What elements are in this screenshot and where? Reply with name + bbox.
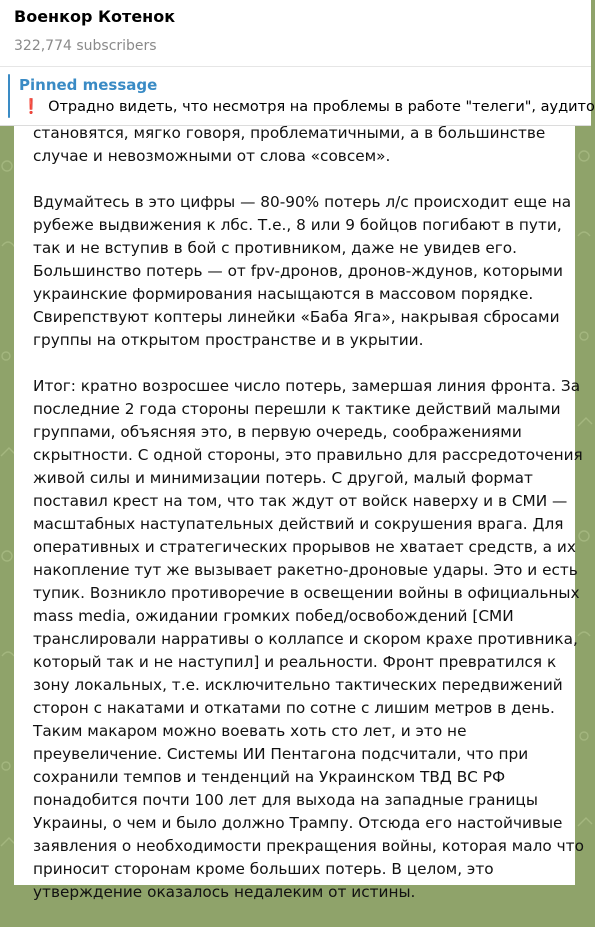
message-line: транслировали нарративы о коллапсе и скором крахе противника, [33, 630, 578, 648]
message-paragraph [33, 191, 572, 352]
message-line: mass media, ожидании громких побед/освобождений [СМИ [33, 607, 514, 625]
message-line: сохранили темпов и тенденций на Украинском ТВД ВС РФ [33, 768, 506, 786]
message-line: накопление тут же вызывает ракетно-дроновые удары. Это и есть [33, 561, 578, 579]
message-line: так и не вступив в бой с противником, даже не увидев его. [33, 239, 517, 257]
message-line: который так и не наступил] и реальности. Фронт превратился к [33, 653, 557, 671]
message-line: последние 2 года стороны перешли к тактике действий малыми [33, 400, 561, 418]
message-line: скрытности. С одной стороны, это правильно для рассредоточения [33, 446, 583, 464]
message-line: поставил крест на том, что так ждут от войск наверху и в СМИ — [33, 492, 568, 510]
pinned-message-preview [22, 98, 595, 116]
message-line: случае и невозможными от слова «совсем». [33, 147, 391, 165]
message-line: Свирепствуют коптеры линейки «Баба Яга», накрывая сбросами [33, 308, 560, 326]
pinned-message-text: Отрадно видеть, что несмотря на проблемы в работе "телеги", аудито [48, 99, 595, 115]
message-line: Таким макаром можно воевать хоть сто лет, и это не [33, 722, 467, 740]
message-line: украинские формирования насыщаются в массовом порядке. [33, 285, 534, 303]
message-line: рубеже выдвижения к лбс. Т.е., 8 или 9 бойцов погибают в пути, [33, 216, 562, 234]
message-line: понадобится почти 100 лет для выхода на западные границы [33, 791, 538, 809]
message-line: живой силы и минимизации потерь. С другой, малый формат [33, 469, 533, 487]
chat-header[interactable] [0, 0, 591, 66]
message-text [14, 122, 584, 927]
channel-title[interactable]: Военкор Котенок [14, 7, 176, 26]
message-line: тупик. Возникло противоречие в освещении войны в официальных [33, 584, 580, 602]
message-line: преувеличение. Системы ИИ Пентагона подсчитали, что при [33, 745, 529, 763]
message-line: Итог: кратно возросшее число потерь, замершая линия фронта. За [33, 377, 581, 395]
message-line: становятся, мягко говоря, проблематичными, а в большинстве [33, 124, 546, 142]
red-exclamation-icon: ❗ [22, 99, 41, 115]
message-line: заявления о необходимости прекращения войны, которая мало что [33, 837, 584, 855]
message-paragraph [33, 122, 569, 168]
message-line: Большинство потерь — от fpv-дронов, дронов-ждунов, которыми [33, 262, 563, 280]
pinned-accent-bar [8, 74, 10, 118]
pinned-message-bar[interactable] [0, 66, 595, 126]
message-line: зону локальных, т.е. исключительно тактических передвижений [33, 676, 563, 694]
pinned-message-title: Pinned message [19, 76, 158, 94]
subscriber-count: 322,774 subscribers [14, 38, 157, 54]
message-line: Украины, о чем и было должно Трампу. Отсюда его настойчивые [33, 814, 563, 832]
message-line: оперативных и стратегических прорывов не хватает средств, а их [33, 538, 576, 556]
message-paragraph [33, 375, 584, 904]
message-line: сторон с накатами и откатами по сотне с лишим метров в день. [33, 699, 555, 717]
message-line: группами, объясняя это, в первую очередь, соображениями [33, 423, 522, 441]
message-line: группы на открытом пространстве и в укрытии. [33, 331, 424, 349]
message-line: масштабных наступательных действий и сокрушения врага. Для [33, 515, 564, 533]
message-line: Вдумайтесь в это цифры — 80-90% потерь л/с происходит еще на [33, 193, 572, 211]
message-line: приносит сторонам кроме больших потерь. В целом, это [33, 860, 494, 878]
message-bubble[interactable] [14, 124, 584, 901]
message-line: утверждение оказалось недалеким от истины. [33, 883, 416, 901]
